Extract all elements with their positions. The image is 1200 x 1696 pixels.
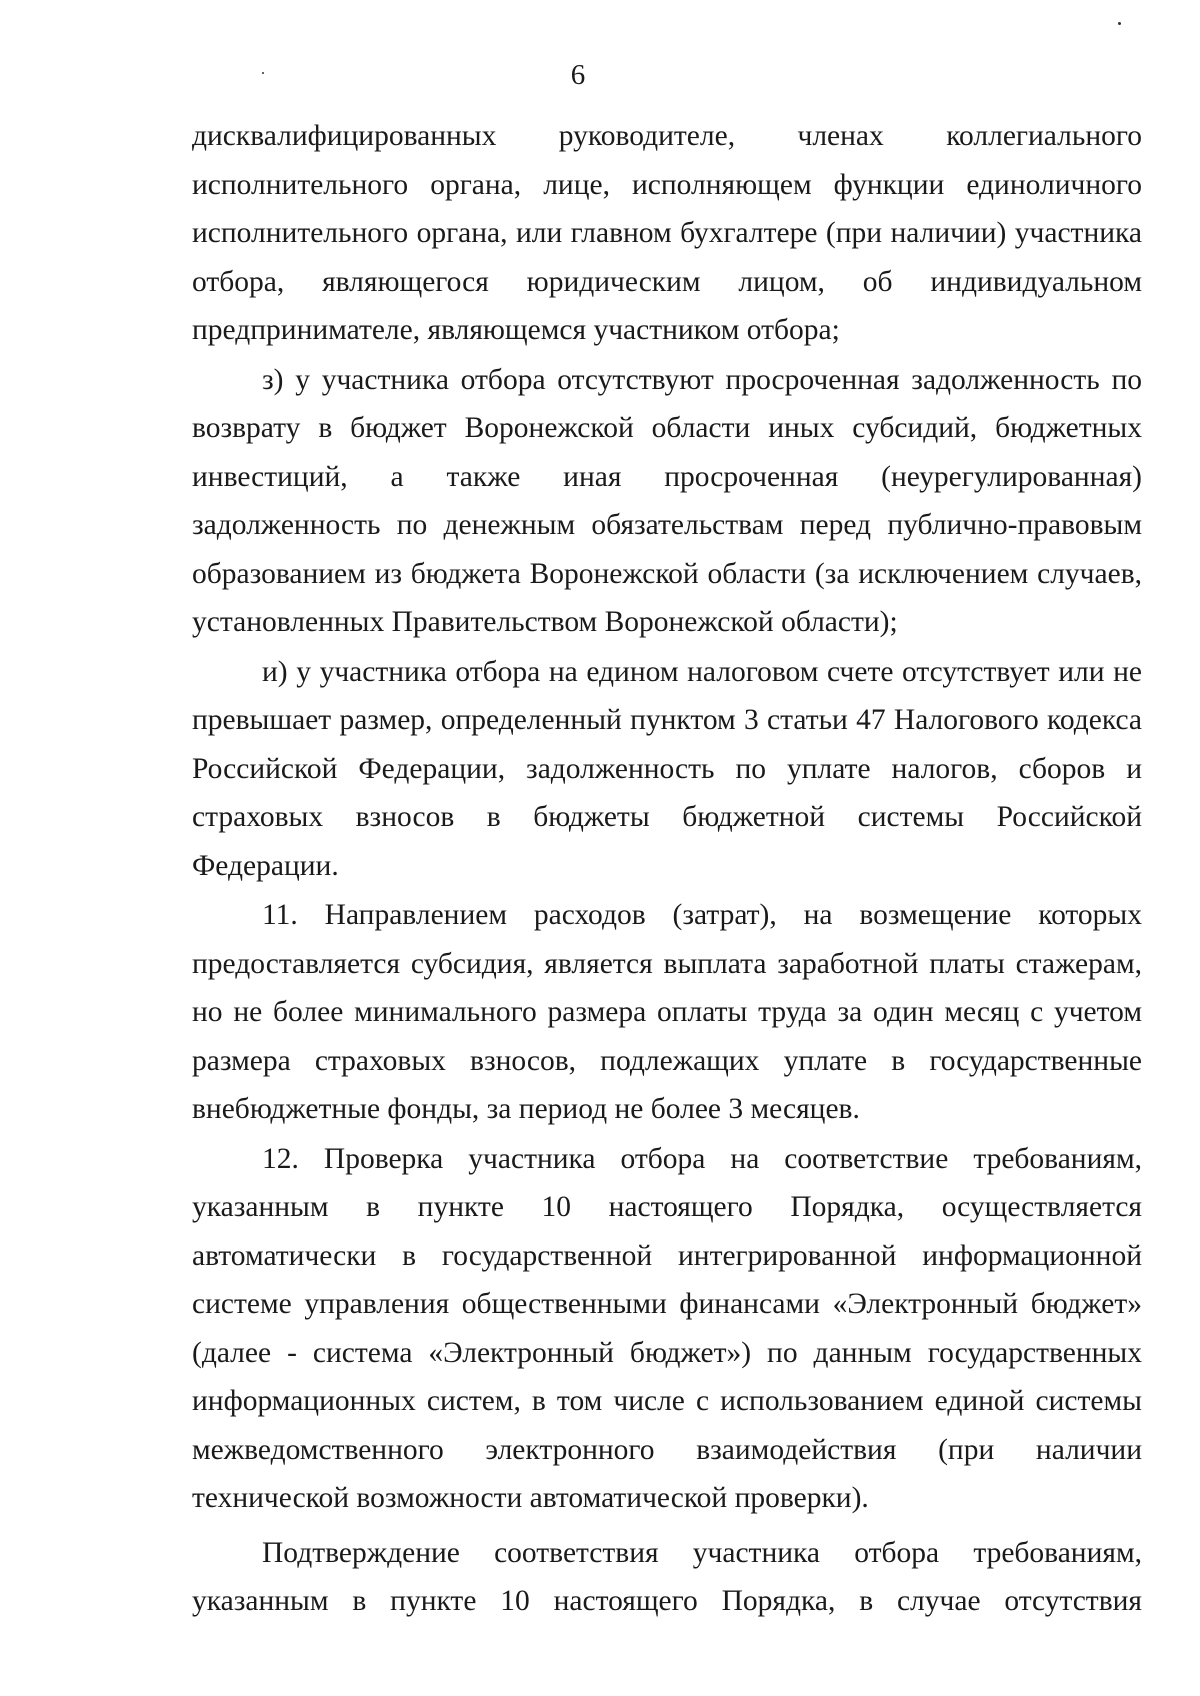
paragraph-clause-12: 12. Проверка участника отбора на соответствие требованиям, указанным в пункте 10 настоящего Порядка, осуществляется автоматически в государственной интегрированной информационной системе управления общественными финансами «Электронный бюджет» (далее - система «Электронный бюджет») по данным государственных информационных систем, в том числе с использованием единой системы межведомственного электронного взаимодействия (при наличии технической возможности автоматической проверки). <box>192 1142 1142 1514</box>
paragraph-continuation: дисквалифицированных руководителе, членах коллегиального исполнительного органа, лице, исполняющем функции единоличного исполнительного органа, или главном бухгалтере (при наличии) участника отбора, являющегося юридическим лицом, об индивидуальном предпринимателе, являющемся участником отбора; <box>192 120 1142 346</box>
document-body <box>192 112 1142 1626</box>
paragraph-item-z: з) у участника отбора отсутствуют просроченная задолженность по возврату в бюджет Воронежской области иных субсидий, бюджетных инвестиций, а также иная просроченная (неурегулированная) задолженность по денежным обязательствам перед публично-правовым образованием из бюджета Воронежской области (за исключением случаев, установленных Правительством Воронежской области); <box>192 363 1142 638</box>
scan-speck <box>1118 22 1121 25</box>
paragraph-clause-11: 11. Направлением расходов (затрат), на возмещение которых предоставляется субсидия, является выплата заработной платы стажерам, но не более минимального размера оплаты труда за один месяц с учетом размера страховых взносов, подлежащих уплате в государственные внебюджетные фонды, за период не более 3 месяцев. <box>192 899 1142 1125</box>
paragraph-item-i: и) у участника отбора на едином налоговом счете отсутствует или не превышает размер, определенный пунктом 3 статьи 47 Налогового кодекса Российской Федерации, задолженность по уплате налогов, сборов и страховых взносов в бюджеты бюджетной системы Российской Федерации. <box>192 655 1142 882</box>
paragraph-confirmation: Подтверждение соответствия участника отбора требованиям, указанным в пункте 10 настоящего Порядка, в случае отсутствия <box>192 1536 1142 1617</box>
page-number: 6 <box>570 59 586 91</box>
